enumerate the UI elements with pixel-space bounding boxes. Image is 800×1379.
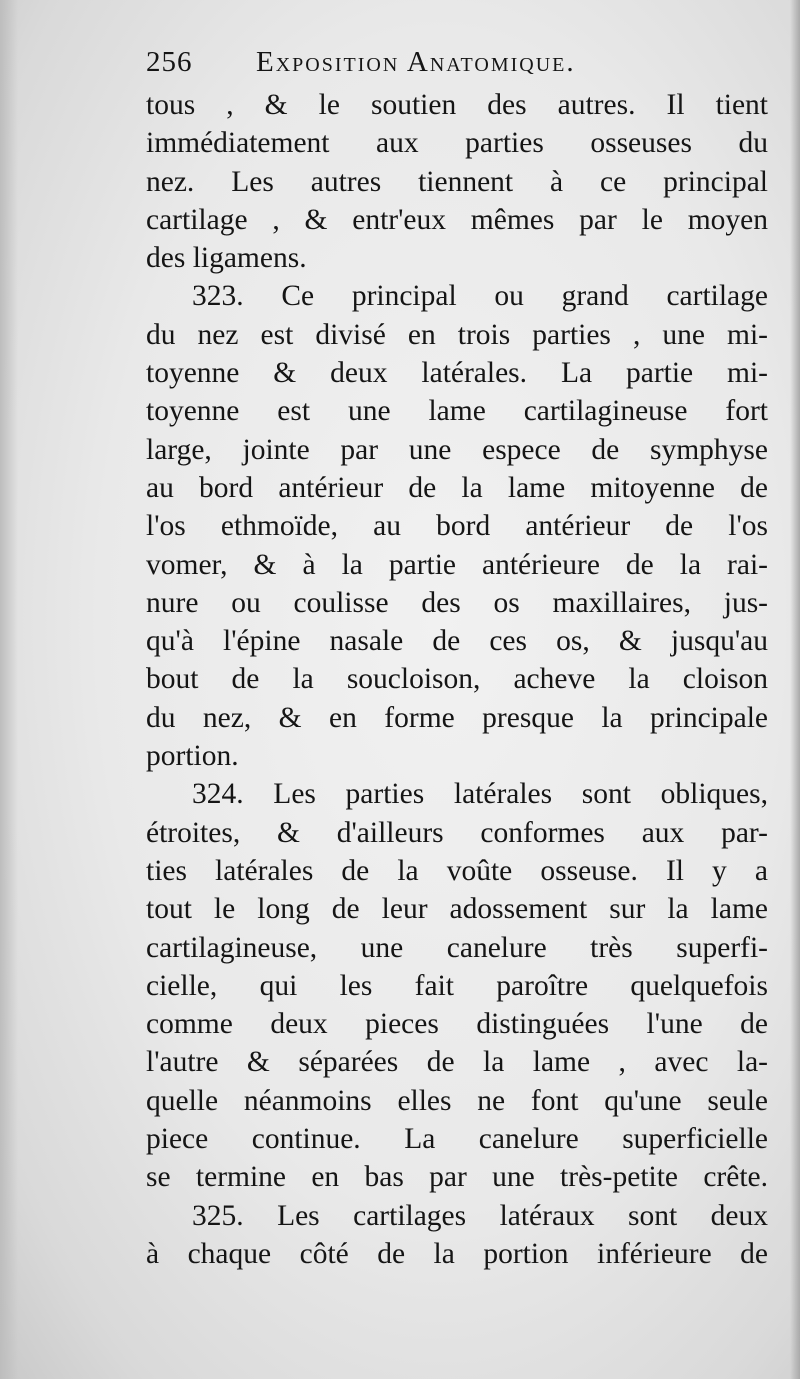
paragraph-start: 324. Les parties latérales sont obliques, xyxy=(192,778,768,811)
text-line: l'os ethmoïde, au bord antérieur de l'os xyxy=(146,510,768,543)
text-line: cartilagineuse, une canelure très superfi- xyxy=(146,931,768,964)
text-line: portion. xyxy=(146,740,239,773)
text-line: toyenne est une lame cartilagineuse fort xyxy=(146,395,768,428)
paragraph-start: 325. Les cartilages latéraux sont deux xyxy=(192,1199,768,1232)
text-line: nure ou coulisse des os maxillaires, jus- xyxy=(146,586,768,619)
text-line: étroites, & d'ailleurs conformes aux par- xyxy=(146,816,768,849)
text-line: à chaque côté de la portion inférieure de xyxy=(146,1237,768,1270)
text-line: des ligamens. xyxy=(146,242,307,275)
running-header xyxy=(146,46,686,90)
text-line: quelle néanmoins elles ne font qu'une seule xyxy=(146,1084,768,1117)
text-line: cielle, qui les fait paroître quelquefois xyxy=(146,969,768,1002)
text-line: tout le long de leur adossement sur la lame xyxy=(146,893,768,926)
paragraph-start: 323. Ce principal ou grand cartilage xyxy=(192,280,768,313)
text-line: du nez est divisé en trois parties , une mi- xyxy=(146,318,768,351)
text-line: l'autre & séparées de la lame , avec la- xyxy=(146,1046,768,1079)
text-line: au bord antérieur de la lame mitoyenne de xyxy=(146,471,768,504)
text-line: comme deux pieces distinguées l'une de xyxy=(146,1008,768,1041)
text-line: vomer, & à la partie antérieure de la rai- xyxy=(146,548,768,581)
text-line: nez. Les autres tiennent à ce principal xyxy=(146,165,768,198)
running-title: Exposition Anatomique. xyxy=(256,46,576,78)
text-line: tous , & le soutien des autres. Il tient xyxy=(146,89,768,121)
text-line: du nez, & en forme presque la principale xyxy=(146,701,768,734)
body-text xyxy=(146,86,768,1273)
text-line: qu'à l'épine nasale de ces os, & jusqu'au xyxy=(146,625,768,658)
text-line: large, jointe par une espece de symphyse xyxy=(146,433,768,466)
page-number: 256 xyxy=(146,46,193,78)
text-line: bout de la soucloison, acheve la cloison xyxy=(146,663,768,696)
text-line: se termine en bas par une très-petite crête. xyxy=(146,1161,768,1194)
page-edge-shadow xyxy=(790,0,800,1379)
text-line: toyenne & deux latérales. La partie mi- xyxy=(146,357,768,390)
text-line: cartilage , & entr'eux mêmes par le moyen xyxy=(146,203,768,236)
text-line: piece continue. La canelure superficielle xyxy=(146,1123,768,1156)
text-line: ties latérales de la voûte osseuse. Il y a xyxy=(146,854,768,887)
gutter-shadow xyxy=(0,0,18,1379)
text-line: immédiatement aux parties osseuses du xyxy=(146,127,768,160)
